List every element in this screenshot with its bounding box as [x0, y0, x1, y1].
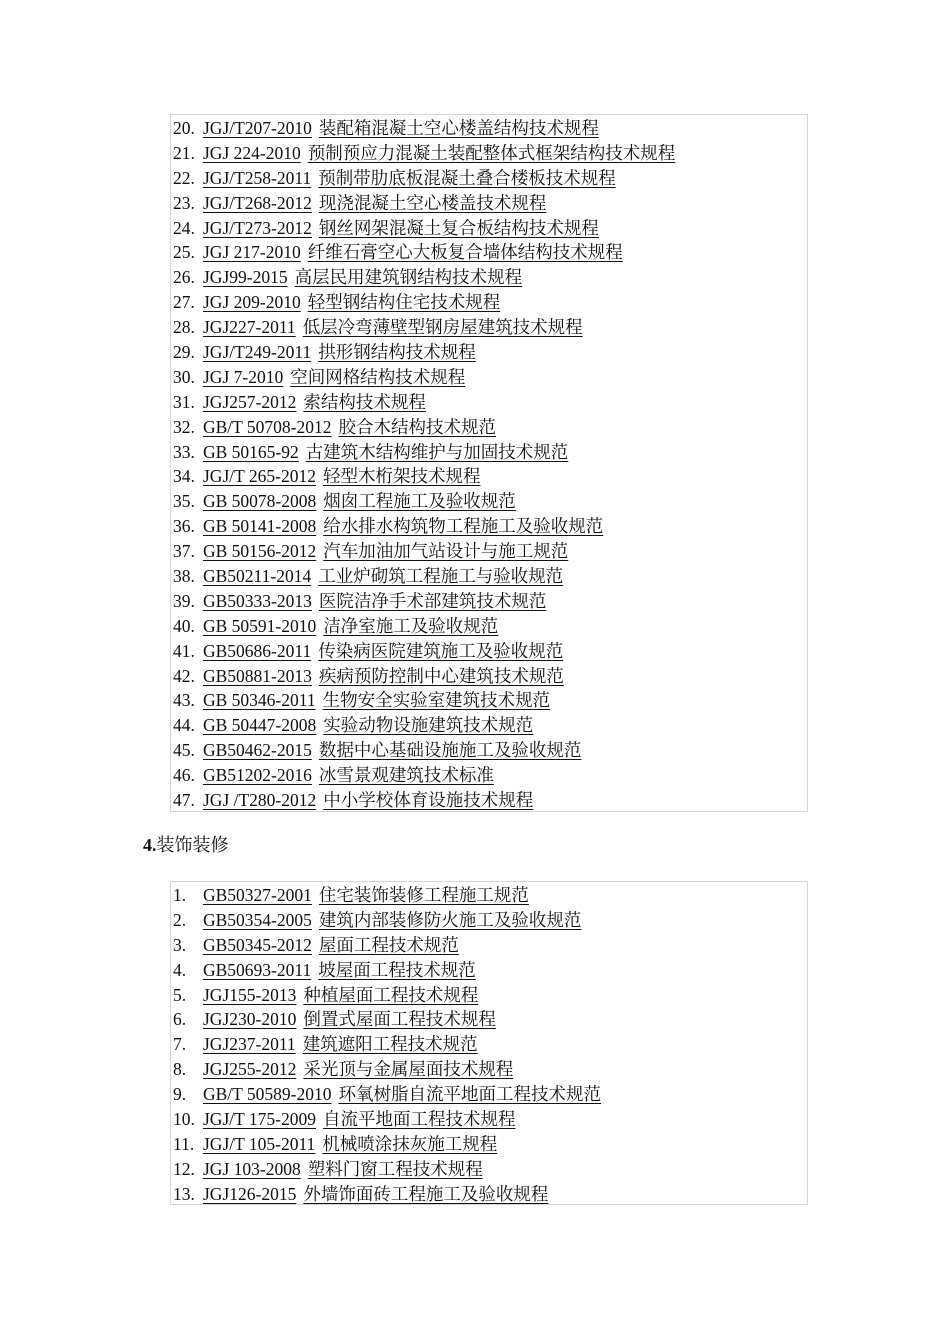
- standard-title: 实验动物设施建筑技术规范: [323, 715, 534, 736]
- standard-link[interactable]: [203, 168, 616, 188]
- list-item: [171, 1082, 807, 1107]
- item-number: 46.: [173, 765, 195, 786]
- item-number: 3.: [173, 934, 187, 955]
- standard-title: 拱形钢结构技术规程: [318, 342, 476, 363]
- list-item: [171, 958, 807, 983]
- standard-title: 住宅装饰装修工程施工规范: [318, 885, 529, 905]
- item-number: 42.: [173, 665, 195, 686]
- section-number: 4.: [143, 835, 157, 855]
- item-number: 27.: [173, 292, 195, 313]
- list-item: [171, 664, 807, 689]
- item-number: 26.: [173, 267, 195, 288]
- standard-link[interactable]: [203, 541, 568, 561]
- standard-link[interactable]: [203, 417, 496, 437]
- item-number: 30.: [173, 366, 195, 387]
- list-item: [171, 539, 807, 564]
- list-item: [171, 365, 807, 390]
- list-item: [171, 240, 807, 265]
- list-item: [171, 166, 807, 191]
- standard-title: 胶合木结构技术规范: [338, 416, 496, 437]
- standard-link[interactable]: [203, 491, 516, 511]
- item-number: 29.: [173, 342, 195, 363]
- standard-link[interactable]: [203, 342, 476, 362]
- standard-title: 钢丝网架混凝土复合板结构技术规程: [318, 217, 599, 238]
- item-number: 43.: [173, 690, 195, 711]
- standard-code: JGJ /T280-2012: [203, 790, 317, 811]
- item-number: 12.: [173, 1158, 195, 1179]
- standard-link[interactable]: [203, 1134, 497, 1154]
- standard-code: JGJ 7-2010: [203, 366, 284, 387]
- standard-link[interactable]: [203, 715, 533, 735]
- standard-code: JGJ230-2010: [203, 1009, 297, 1030]
- list-item: [171, 713, 807, 738]
- standard-title: 预制预应力混凝土装配整体式框架结构技术规程: [307, 142, 676, 163]
- item-number: 4.: [173, 959, 187, 980]
- item-number: 39.: [173, 590, 195, 611]
- standard-title: 倒置式屋面工程技术规程: [303, 1009, 496, 1030]
- standard-code: GB 50156-2012: [203, 541, 317, 562]
- list-item: [171, 589, 807, 614]
- item-number: 11.: [173, 1133, 195, 1154]
- list-item: [171, 738, 807, 763]
- standard-code: JGJ255-2012: [203, 1059, 297, 1080]
- standard-code: JGJ/T258-2011: [203, 167, 312, 188]
- standard-link[interactable]: [203, 516, 603, 536]
- standard-link[interactable]: [203, 392, 426, 412]
- standard-title: 烟囱工程施工及验收规范: [323, 491, 516, 512]
- standard-link[interactable]: [203, 1184, 548, 1204]
- list-item: [171, 489, 807, 514]
- standard-title: 传染病医院建筑施工及验收规范: [318, 640, 564, 661]
- item-number: 22.: [173, 167, 195, 188]
- standard-link[interactable]: [203, 1059, 513, 1079]
- standard-code: JGJ237-2011: [203, 1034, 296, 1055]
- standard-code: GB50693-2011: [203, 959, 312, 980]
- standard-code: GB 50447-2008: [203, 715, 317, 736]
- standard-title: 轻型木桁架技术规程: [322, 466, 481, 487]
- standard-code: JGJ 224-2010: [203, 142, 301, 163]
- standard-title: 洁净室施工及验收规范: [323, 615, 499, 636]
- item-number: 31.: [173, 391, 195, 412]
- standard-link[interactable]: [203, 466, 480, 486]
- standard-link[interactable]: [203, 985, 478, 1005]
- standard-title: 装配箱混凝土空心楼盖结构技术规程: [318, 118, 599, 138]
- standard-code: GB 50078-2008: [203, 491, 317, 512]
- list-item: [171, 1132, 807, 1157]
- standard-title: 种植屋面工程技术规程: [303, 984, 479, 1005]
- list-item: [171, 290, 807, 315]
- standard-code: JGJ/T249-2011: [203, 342, 312, 363]
- list-item: [171, 315, 807, 340]
- standard-code: JGJ257-2012: [203, 391, 297, 412]
- standard-code: JGJ99-2015: [203, 267, 288, 288]
- standard-title: 汽车加油加气站设计与施工规范: [323, 541, 569, 562]
- standard-code: JGJ227-2011: [203, 317, 296, 338]
- standard-title: 生物安全实验室建筑技术规范: [322, 690, 551, 711]
- list-item: [171, 908, 807, 933]
- list-item: [171, 788, 807, 813]
- list-item: [171, 415, 807, 440]
- list-item: [171, 639, 807, 664]
- list-item: [171, 933, 807, 958]
- standard-link[interactable]: [203, 690, 550, 710]
- standard-title: 索结构技术规程: [303, 391, 426, 412]
- list-item: [171, 763, 807, 788]
- list-item: [171, 1032, 807, 1057]
- list-item: [171, 464, 807, 489]
- standard-link[interactable]: [203, 960, 476, 980]
- standard-code: GB50354-2005: [203, 909, 312, 930]
- standard-code: JGJ/T 105-2011: [203, 1133, 316, 1154]
- item-number: 7.: [173, 1034, 187, 1055]
- standard-code: JGJ 217-2010: [203, 242, 301, 263]
- standard-link[interactable]: [203, 566, 563, 586]
- item-number: 40.: [173, 615, 195, 636]
- item-number: 32.: [173, 416, 195, 437]
- item-number: 5.: [173, 984, 187, 1005]
- standard-code: JGJ155-2013: [203, 984, 297, 1005]
- standard-link[interactable]: [203, 666, 564, 686]
- standard-title: 给水排水构筑物工程施工及验收规范: [323, 516, 604, 537]
- standard-title: 医院洁净手术部建筑技术规范: [318, 590, 547, 611]
- standard-link[interactable]: [203, 641, 563, 661]
- standard-code: GB50686-2011: [203, 640, 312, 661]
- list-item: [171, 216, 807, 241]
- standard-title: 建筑内部装修防火施工及验收规范: [318, 909, 582, 930]
- list-item: [171, 1157, 807, 1182]
- standard-link[interactable]: [203, 885, 529, 905]
- standard-title: 机械喷涂抹灰施工规程: [322, 1133, 498, 1154]
- standard-link[interactable]: [203, 367, 465, 387]
- item-number: 23.: [173, 192, 195, 213]
- standard-code: GB50345-2012: [203, 934, 312, 955]
- standard-title: 低层冷弯薄壁型钢房屋建筑技术规程: [302, 317, 583, 338]
- list-item: [171, 1057, 807, 1082]
- standard-title: 坡屋面工程技术规范: [318, 959, 476, 980]
- item-number: 36.: [173, 516, 195, 537]
- list-item: [171, 883, 807, 908]
- standard-link[interactable]: [203, 242, 623, 262]
- standard-title: 自流平地面工程技术规程: [322, 1109, 516, 1130]
- item-number: 13.: [173, 1183, 195, 1204]
- standard-link[interactable]: [203, 267, 522, 287]
- standard-code: GB50881-2013: [203, 665, 312, 686]
- list-item: [171, 564, 807, 589]
- standard-code: GB 50591-2010: [203, 615, 317, 636]
- list-item: [171, 390, 807, 415]
- item-number: 21.: [173, 142, 195, 163]
- standard-link[interactable]: [203, 442, 568, 462]
- standard-code: GB50211-2014: [203, 566, 312, 587]
- standard-code: JGJ/T268-2012: [203, 192, 312, 213]
- standard-link[interactable]: [203, 1109, 515, 1129]
- item-number: 34.: [173, 466, 195, 487]
- standard-code: JGJ/T 265-2012: [203, 466, 316, 487]
- item-number: 47.: [173, 790, 195, 811]
- item-number: 38.: [173, 566, 195, 587]
- item-number: 10.: [173, 1109, 195, 1130]
- list-item: [171, 1182, 807, 1207]
- standard-link[interactable]: [203, 790, 533, 810]
- standard-title: 预制带肋底板混凝土叠合楼板技术规程: [318, 167, 616, 188]
- list-item: [171, 1007, 807, 1032]
- standard-code: GB50333-2013: [203, 590, 312, 611]
- standard-title: 古建筑木结构维护与加固技术规范: [305, 441, 569, 462]
- standard-title: 塑料门窗工程技术规程: [307, 1158, 483, 1179]
- standard-title: 工业炉砌筑工程施工与验收规范: [318, 566, 564, 587]
- standard-title: 纤维石膏空心大板复合墙体结构技术规程: [307, 242, 623, 263]
- standard-code: GB 50141-2008: [203, 516, 317, 537]
- list-item: [171, 1107, 807, 1132]
- standard-code: GB51202-2016: [203, 765, 312, 786]
- item-number: 24.: [173, 217, 195, 238]
- standard-title: 屋面工程技术规范: [318, 934, 459, 955]
- standard-link[interactable]: [203, 317, 583, 337]
- item-number: 45.: [173, 740, 195, 761]
- standard-link[interactable]: [203, 143, 675, 163]
- standard-link[interactable]: [203, 1034, 478, 1054]
- standard-code: GB/T 50589-2010: [203, 1084, 332, 1105]
- list-item: [171, 141, 807, 166]
- item-number: 25.: [173, 242, 195, 263]
- item-number: 37.: [173, 541, 195, 562]
- standard-title: 环氧树脂自流平地面工程技术规范: [338, 1084, 601, 1105]
- standard-title: 外墙饰面砖工程施工及验收规程: [303, 1183, 549, 1204]
- item-number: 20.: [173, 118, 195, 138]
- standard-title: 数据中心基础设施施工及验收规范: [318, 740, 582, 761]
- standard-code: GB 50346-2011: [203, 690, 316, 711]
- standard-link[interactable]: [203, 935, 459, 955]
- standard-link[interactable]: [203, 1084, 601, 1104]
- standard-link[interactable]: [203, 1009, 496, 1029]
- standard-link[interactable]: [203, 910, 581, 930]
- standard-code: GB/T 50708-2012: [203, 416, 332, 437]
- standard-title: 现浇混凝土空心楼盖技术规程: [318, 192, 547, 213]
- standard-code: JGJ/T 175-2009: [203, 1109, 316, 1130]
- list-item: [171, 688, 807, 713]
- standard-link[interactable]: [203, 193, 546, 213]
- standard-link[interactable]: [203, 616, 498, 636]
- list-item: [171, 191, 807, 216]
- list-item: [171, 340, 807, 365]
- standard-code: JGJ 103-2008: [203, 1158, 301, 1179]
- standard-title: 建筑遮阳工程技术规范: [302, 1034, 478, 1055]
- standards-list-decoration: [170, 881, 808, 1205]
- standard-title: 疾病预防控制中心建筑技术规范: [318, 665, 564, 686]
- item-number: 2.: [173, 909, 187, 930]
- standard-link[interactable]: [203, 118, 599, 138]
- standard-link[interactable]: [203, 765, 494, 785]
- item-number: 8.: [173, 1059, 187, 1080]
- standard-link[interactable]: [203, 218, 599, 238]
- standard-code: JGJ/T207-2010: [203, 118, 312, 138]
- standard-code: GB50327-2001: [203, 885, 312, 905]
- list-item: [171, 440, 807, 465]
- section-heading-decoration: [143, 832, 229, 858]
- standard-code: GB50462-2015: [203, 740, 312, 761]
- section-title: 装饰装修: [156, 835, 229, 855]
- list-item: [171, 983, 807, 1008]
- standards-list-continued: [170, 114, 808, 812]
- list-item: [171, 116, 807, 141]
- item-number: 41.: [173, 640, 195, 661]
- list-item: [171, 614, 807, 639]
- list-item: [171, 265, 807, 290]
- standard-code: JGJ 209-2010: [203, 292, 301, 313]
- item-number: 28.: [173, 317, 195, 338]
- standard-title: 冰雪景观建筑技术标准: [318, 765, 494, 786]
- item-number: 33.: [173, 441, 195, 462]
- standard-link[interactable]: [203, 292, 500, 312]
- item-number: 1.: [173, 885, 187, 905]
- list-item: [171, 514, 807, 539]
- item-number: 6.: [173, 1009, 187, 1030]
- standard-code: JGJ/T273-2012: [203, 217, 312, 238]
- standard-code: GB 50165-92: [203, 441, 299, 462]
- standard-title: 轻型钢结构住宅技术规程: [307, 292, 501, 313]
- standard-link[interactable]: [203, 1159, 483, 1179]
- item-number: 35.: [173, 491, 195, 512]
- standard-link[interactable]: [203, 740, 581, 760]
- item-number: 9.: [173, 1084, 187, 1105]
- standard-title: 高层民用建筑钢结构技术规程: [294, 267, 523, 288]
- standard-title: 采光顶与金属屋面技术规程: [303, 1059, 514, 1080]
- standard-title: 中小学校体育设施技术规程: [323, 790, 534, 811]
- standard-code: JGJ126-2015: [203, 1183, 297, 1204]
- standard-title: 空间网格结构技术规程: [290, 366, 466, 387]
- item-number: 44.: [173, 715, 195, 736]
- standard-link[interactable]: [203, 591, 546, 611]
